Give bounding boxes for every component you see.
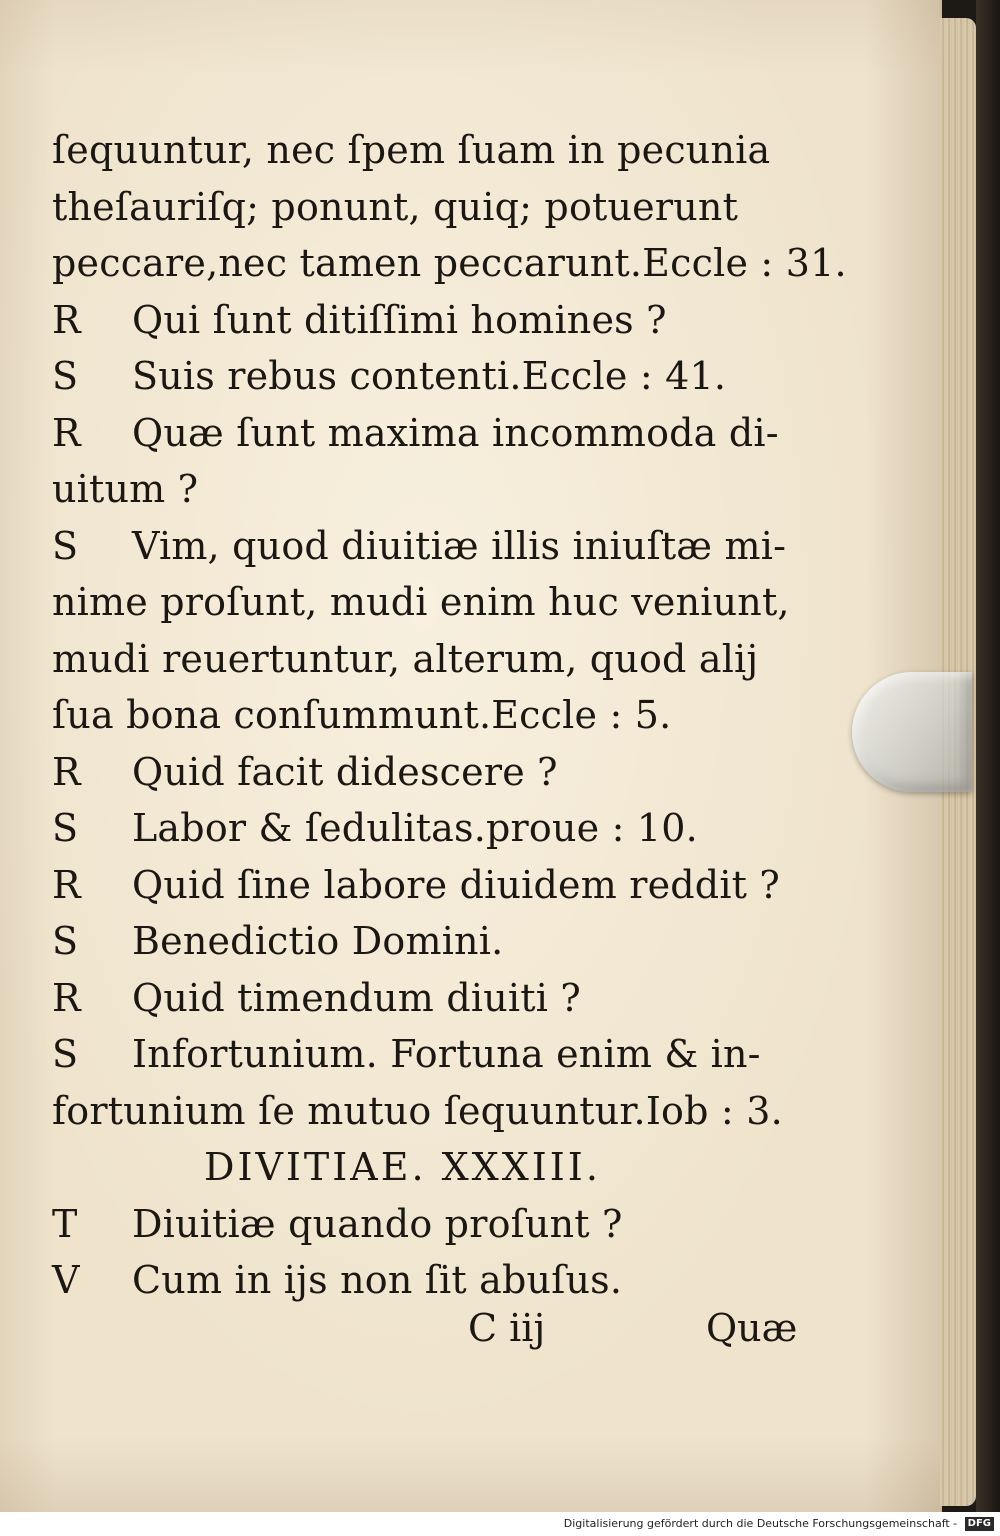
speaker-mark: S bbox=[52, 806, 79, 850]
glass-page-clip bbox=[852, 672, 972, 792]
text-line bbox=[52, 348, 812, 405]
line-text: Infortunium. Fortuna enim & in- bbox=[132, 1032, 761, 1076]
line-text: Quid facit didescere ? bbox=[132, 749, 558, 794]
text-line bbox=[52, 631, 812, 688]
book-spine bbox=[976, 0, 1000, 1536]
footer-credit bbox=[564, 1512, 994, 1536]
speaker-mark: S bbox=[52, 523, 79, 568]
signature-mark: C iij bbox=[468, 1306, 546, 1350]
text-line bbox=[52, 122, 812, 179]
text-line bbox=[52, 857, 812, 914]
line-text: fortunium ſe mutuo ſequuntur.Iob : 3. bbox=[52, 1088, 783, 1133]
text-line bbox=[52, 1026, 812, 1083]
line-text: Cum in ijs non ſit abuſus. bbox=[132, 1258, 623, 1302]
line-text: Diuitiæ quando proſunt ? bbox=[132, 1201, 623, 1246]
speaker-mark: S bbox=[52, 919, 79, 963]
line-text: Benedictio Domini. bbox=[132, 919, 504, 963]
speaker-mark: T bbox=[52, 1201, 78, 1246]
dfg-logo: DFG bbox=[965, 1517, 994, 1531]
line-text: ſua bona conſummunt.Eccle : 5. bbox=[52, 693, 672, 737]
text-line bbox=[52, 800, 812, 857]
speaker-mark: S bbox=[52, 1032, 79, 1076]
speaker-mark: R bbox=[52, 410, 81, 455]
line-text: uitum ? bbox=[52, 467, 199, 511]
section-heading: DIVITIAE. XXXIII. bbox=[204, 1145, 601, 1189]
line-text: Qui ſunt ditiſſimi homines ? bbox=[132, 297, 667, 342]
speaker-mark: S bbox=[52, 354, 79, 398]
speaker-mark: R bbox=[52, 749, 81, 794]
line-text: Quæ ſunt maxima incommoda di- bbox=[132, 410, 779, 455]
signature-line bbox=[0, 1300, 820, 1356]
line-text: ſequuntur, nec ſpem ſuam in pecunia bbox=[52, 128, 771, 172]
speaker-mark: R bbox=[52, 297, 81, 342]
line-text: Suis rebus contenti.Eccle : 41. bbox=[132, 354, 727, 398]
text-line bbox=[52, 574, 812, 631]
line-text: Quid ſine labore diuidem reddit ? bbox=[132, 862, 780, 907]
footer-bar bbox=[0, 1512, 1000, 1536]
text-line bbox=[52, 235, 847, 292]
text-line bbox=[52, 518, 812, 575]
text-line bbox=[52, 461, 812, 518]
text-line bbox=[52, 970, 812, 1027]
speaker-mark: R bbox=[52, 975, 81, 1020]
text-line bbox=[52, 1196, 812, 1253]
speaker-mark: R bbox=[52, 862, 81, 907]
text-line bbox=[52, 405, 812, 462]
catchword: Quæ bbox=[706, 1306, 798, 1350]
text-line bbox=[52, 913, 812, 970]
line-text: mudi reuertuntur, alterum, quod alij bbox=[52, 636, 759, 681]
footer-credit-text: Digitalisierung gefördert durch die Deutsche Forschungsgemeinschaft - bbox=[563, 1517, 958, 1530]
text-line bbox=[52, 1083, 812, 1140]
text-line bbox=[52, 744, 812, 801]
line-text: peccare,nec tamen peccarunt.Eccle : 31. bbox=[52, 241, 847, 285]
line-text: Labor & ſedulitas.proue : 10. bbox=[132, 806, 698, 850]
line-text: Quid timendum diuiti ? bbox=[132, 975, 581, 1020]
speaker-mark: V bbox=[52, 1258, 80, 1302]
line-text: theſauriſq; ponunt, quiq; potuerunt bbox=[52, 184, 739, 229]
page-text-block bbox=[52, 122, 847, 1309]
text-line bbox=[52, 292, 812, 349]
text-line bbox=[52, 687, 812, 744]
line-text: nime proſunt, mudi enim huc veniunt, bbox=[52, 580, 790, 624]
text-line bbox=[52, 179, 812, 236]
line-text: Vim, quod diuitiæ illis iniuſtæ mi- bbox=[132, 523, 787, 568]
